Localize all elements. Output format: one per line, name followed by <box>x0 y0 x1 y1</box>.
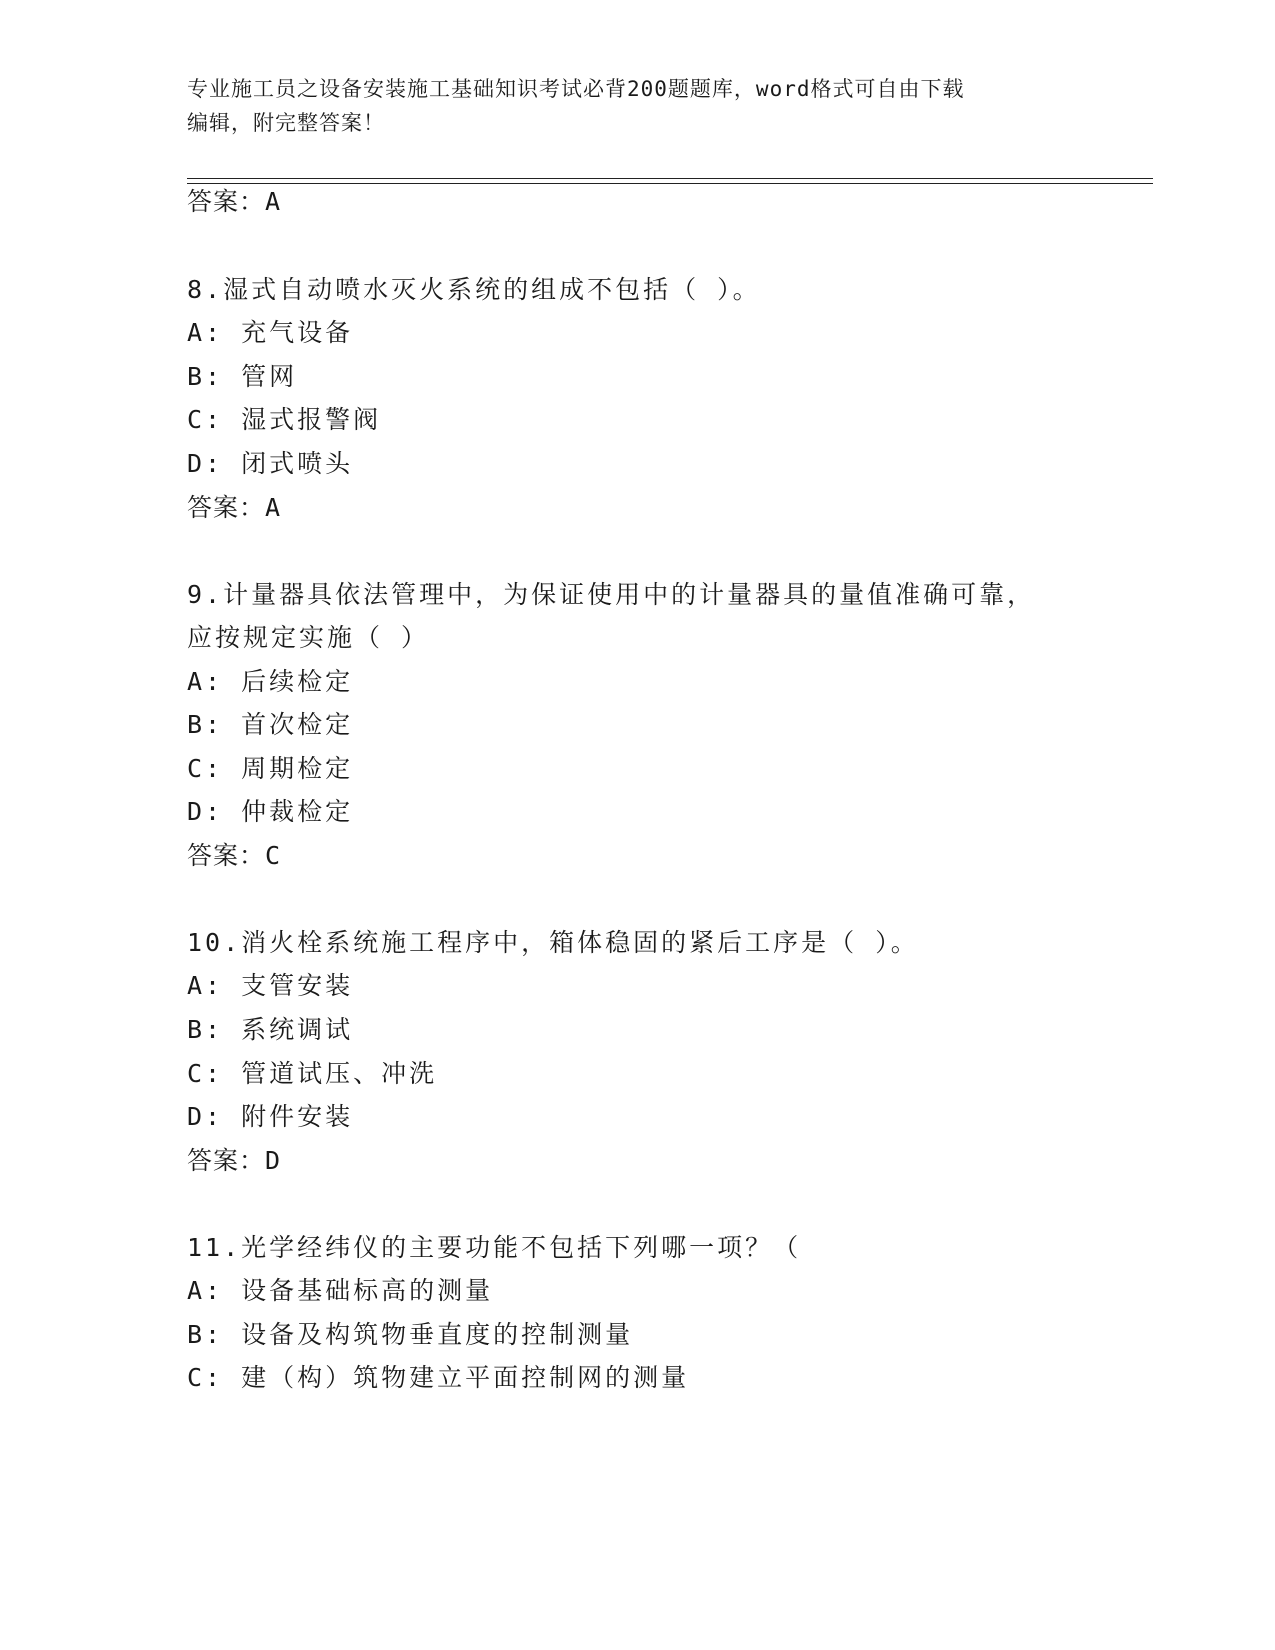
header-title-line-2: 编辑，附完整答案！ <box>187 111 385 135</box>
option-c: C: 管道试压、冲洗 <box>187 1059 438 1088</box>
option-b: B: 管网 <box>187 362 298 391</box>
header-title-line-1: 专业施工员之设备安装施工基础知识考试必背200题题库，word格式可自由下载 <box>187 77 965 101</box>
answer-line <box>187 186 281 218</box>
answer-value: D <box>265 1146 282 1175</box>
document-header <box>187 72 1067 140</box>
option-c: C: 建（构）筑物建立平面控制网的测量 <box>187 1363 690 1392</box>
option-a: A: 支管安装 <box>187 971 354 1000</box>
option-d: D: 闭式喷头 <box>187 449 354 478</box>
question-stem-continued: 应按规定实施（ ） <box>187 623 430 652</box>
option-a: A: 设备基础标高的测量 <box>187 1276 494 1305</box>
option-c: C: 周期检定 <box>187 754 354 783</box>
question-stem: 9.计量器具依法管理中，为保证使用中的计量器具的量值准确可靠， <box>187 580 1036 609</box>
answer-label: 答案： <box>187 493 266 522</box>
option-c: C: 湿式报警阀 <box>187 405 382 434</box>
question-stem: 11.光学经纬仪的主要功能不包括下列哪一项？（ <box>187 1233 802 1262</box>
header-divider-bottom <box>187 183 1153 184</box>
answer-label: 答案： <box>187 1146 266 1175</box>
answer-label: 答案： <box>187 841 266 870</box>
option-b: B: 首次检定 <box>187 710 354 739</box>
question-stem: 10.消火栓系统施工程序中，箱体稳固的紧后工序是（ ）。 <box>187 928 919 957</box>
answer-line <box>187 840 281 872</box>
answer-label: 答案： <box>187 187 266 216</box>
option-a: A: 后续检定 <box>187 667 354 696</box>
option-d: D: 仲裁检定 <box>187 797 354 826</box>
option-b: B: 系统调试 <box>187 1015 354 1044</box>
option-d: D: 附件安装 <box>187 1102 354 1131</box>
option-b: B: 设备及构筑物垂直度的控制测量 <box>187 1320 634 1349</box>
question-stem: 8.湿式自动喷水灭火系统的组成不包括（ ）。 <box>187 275 761 304</box>
answer-line <box>187 492 281 524</box>
answer-value: A <box>265 493 282 522</box>
option-a: A: 充气设备 <box>187 318 354 347</box>
header-divider-top <box>187 178 1153 179</box>
answer-value: C <box>265 841 282 870</box>
answer-line <box>187 1145 281 1177</box>
answer-value: A <box>265 187 282 216</box>
